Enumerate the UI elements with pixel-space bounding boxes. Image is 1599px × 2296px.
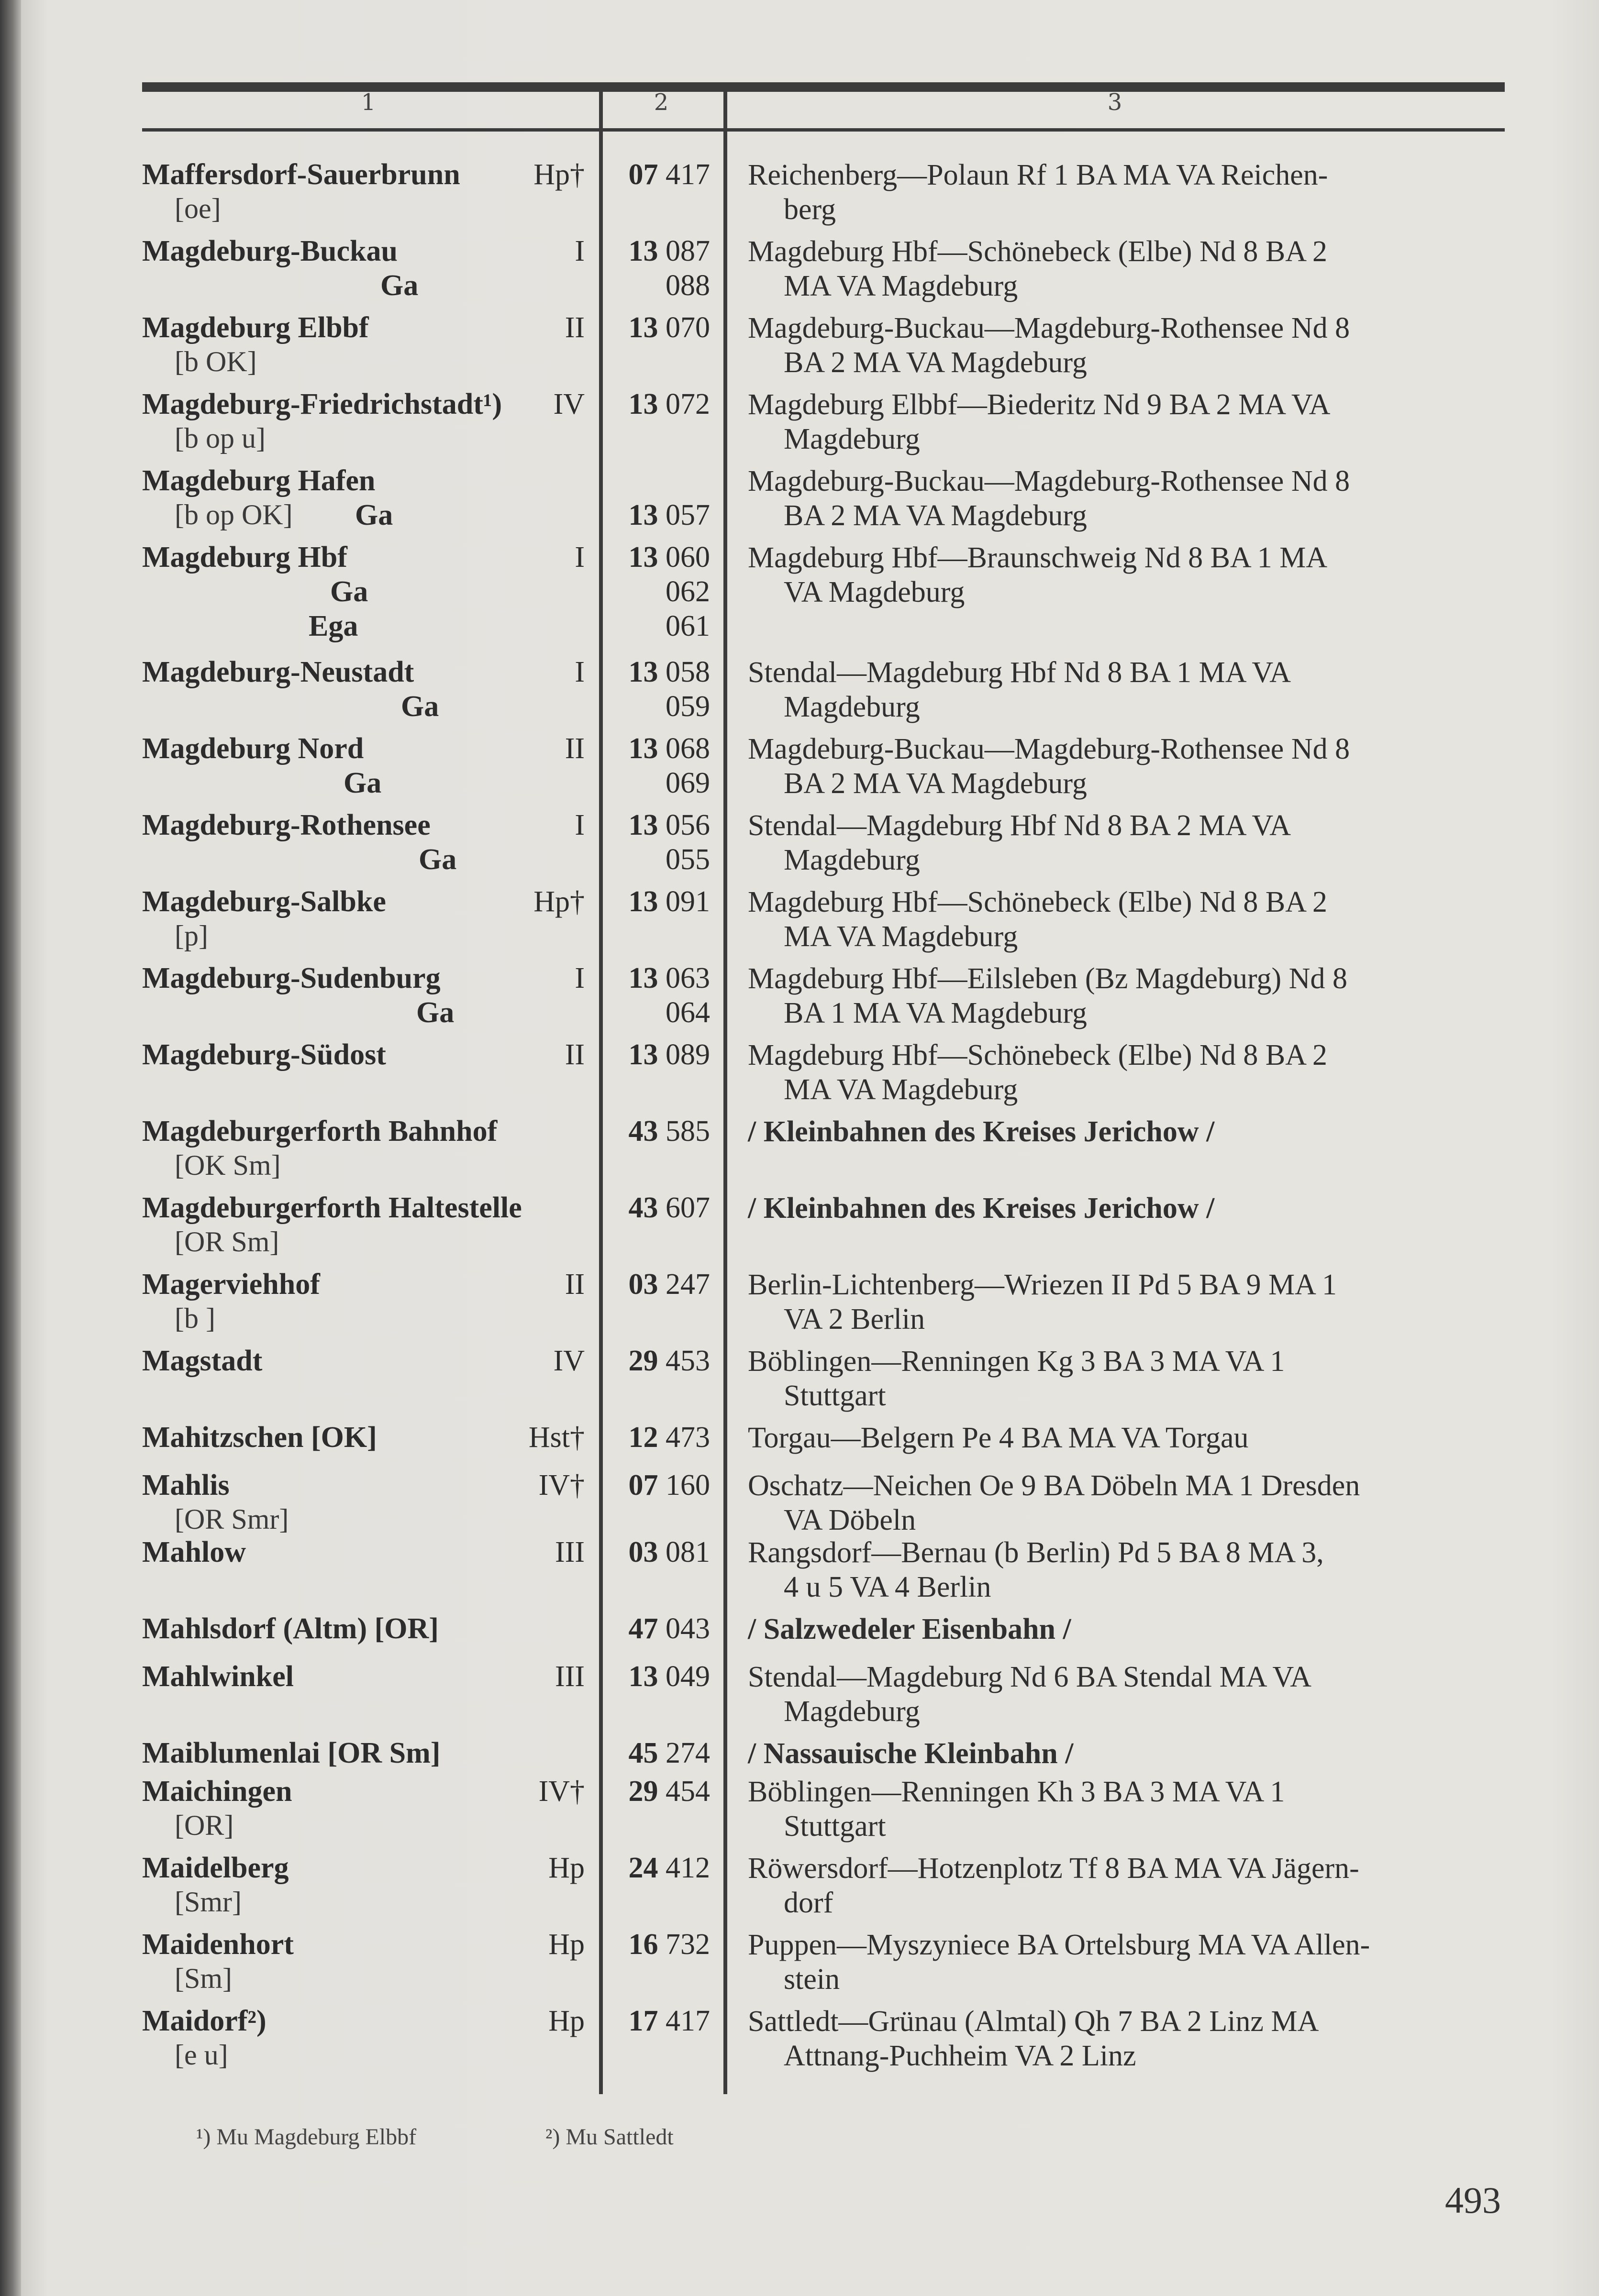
station-code: [629, 311, 711, 345]
route-line-1: / Kleinbahnen des Kreises Jerichow /: [748, 1115, 1215, 1148]
station-code-prefix: 13: [628, 1038, 658, 1071]
station-code-suffix: 160: [666, 1469, 710, 1501]
station-remark: [OR Smr]: [175, 1503, 289, 1535]
route-description: [748, 1115, 1509, 1149]
route-description: [748, 541, 1509, 609]
route-line-2: BA 1 MA VA Magdeburg: [784, 997, 1087, 1029]
footnote-1: ¹) Mu Magdeburg Elbbf: [196, 2124, 417, 2150]
station-remark: [OR Sm]: [175, 1226, 279, 1258]
station-code: [629, 808, 711, 842]
station-code-suffix: 417: [666, 158, 710, 191]
station-class: Hp†: [533, 885, 585, 918]
station-remark: [b op OK]: [175, 499, 293, 530]
goods-agency-label: Ga: [380, 269, 419, 302]
station-name: Mahlsdorf (Altm) [OR]: [142, 1612, 439, 1645]
station-class: IV: [553, 388, 585, 420]
station-code-suffix: 412: [666, 1852, 710, 1884]
station-code-suffix: 060: [666, 541, 710, 574]
route-description: [748, 311, 1509, 380]
station-name: Mahlow: [142, 1536, 246, 1568]
station-class: II: [565, 311, 585, 344]
station-remark: [b OK]: [175, 346, 257, 377]
station-code-suffix: 087: [666, 235, 710, 267]
station-code: [629, 1851, 711, 1885]
route-description: [748, 808, 1509, 877]
station-code: [629, 498, 711, 532]
route-line-2: BA 2 MA VA Magdeburg: [784, 767, 1087, 800]
route-line-2: Magdeburg: [784, 423, 920, 455]
station-code-suffix: 049: [666, 1660, 710, 1693]
route-line-1: Magdeburg Elbbf—Biederitz Nd 9 BA 2 MA VA: [748, 388, 1331, 421]
route-line-1: Puppen—Myszyniece BA Ortelsburg MA VA Allen-: [748, 1929, 1370, 1961]
station-name: Maiblumenlai [OR Sm]: [142, 1737, 441, 1769]
route-line-1: / Salzwedeler Eisenbahn /: [748, 1613, 1071, 1645]
station-code: [629, 655, 711, 689]
station-name: Maffersdorf-Sauerbrunn: [142, 158, 460, 191]
goods-agency-label: Ga: [401, 690, 439, 723]
route-line-1: Magdeburg Hbf—Schönebeck (Elbe) Nd 8 BA 2: [748, 1039, 1328, 1071]
column-divider-2: [723, 85, 727, 2094]
route-line-1: Magdeburg Hbf—Schönebeck (Elbe) Nd 8 BA 2: [748, 235, 1328, 268]
station-name: Magdeburg Hbf: [142, 541, 347, 574]
station-code-prefix: 03: [628, 1268, 658, 1301]
station-code-suffix: 072: [666, 388, 710, 420]
station-name: Magstadt: [142, 1345, 263, 1377]
route-description: [748, 1928, 1509, 1997]
station-name: Magdeburg-Sudenburg: [142, 962, 441, 994]
station-remark: [Sm]: [175, 1963, 232, 1994]
station-name: Maichingen: [142, 1775, 292, 1808]
station-name: Magdeburg Elbbf: [142, 311, 369, 344]
station-code: [666, 843, 710, 877]
station-class: Hp: [548, 1928, 585, 1961]
station-name: Mahlwinkel: [142, 1660, 294, 1693]
station-code-suffix: 057: [666, 499, 710, 531]
station-remark: [b op u]: [175, 422, 266, 454]
station-code: [666, 269, 710, 303]
route-line-1: Reichenberg—Polaun Rf 1 BA MA VA Reichen-: [748, 159, 1328, 191]
route-line-1: Magdeburg-Buckau—Magdeburg-Rothensee Nd 8: [748, 465, 1350, 497]
station-remark: [b ]: [175, 1303, 215, 1334]
column-header-1: 1: [361, 89, 376, 116]
route-description: [748, 1268, 1509, 1336]
station-code: [629, 1344, 711, 1378]
goods-agency-label: Ga: [355, 499, 393, 531]
station-code-prefix: 13: [628, 885, 658, 918]
station-code-prefix: 13: [628, 388, 658, 420]
route-line-1: Torgau—Belgern Pe 4 BA MA VA Torgau: [748, 1422, 1249, 1454]
route-line-1: Magdeburg-Buckau—Magdeburg-Rothensee Nd 8: [748, 312, 1350, 344]
station-code: [629, 1115, 711, 1148]
column-header-2: 2: [654, 89, 669, 116]
route-description: [748, 1344, 1509, 1413]
page-number: 493: [1445, 2179, 1501, 2221]
station-code: [629, 1468, 711, 1502]
station-code: [629, 158, 711, 192]
station-code-suffix: 056: [666, 809, 710, 841]
route-description: [748, 2004, 1509, 2073]
station-name: Magdeburg-Neustadt: [142, 656, 414, 688]
route-description: [748, 1038, 1509, 1107]
station-code-suffix: 070: [666, 311, 710, 344]
goods-agency-label: Ega: [309, 610, 358, 642]
station-code: [666, 690, 710, 724]
station-code-suffix: 585: [666, 1115, 710, 1148]
route-description: [748, 732, 1509, 801]
station-code-prefix: 13: [628, 1660, 658, 1693]
route-line-2: MA VA Magdeburg: [784, 270, 1018, 302]
station-class: Hp: [548, 2005, 585, 2037]
station-code-prefix: 07: [628, 1469, 658, 1501]
route-line-2: Magdeburg: [784, 844, 920, 876]
route-line-2: MA VA Magdeburg: [784, 1073, 1018, 1106]
station-class: Hst†: [528, 1421, 585, 1454]
station-name: Magdeburg Hafen: [142, 464, 376, 497]
station-code: [629, 234, 711, 268]
route-line-1: Stendal—Magdeburg Hbf Nd 8 BA 1 MA VA: [748, 656, 1291, 689]
station-code-suffix: 061: [666, 610, 710, 642]
station-class: II: [565, 732, 585, 765]
route-description: [748, 1736, 1509, 1771]
route-line-2: 4 u 5 VA 4 Berlin: [784, 1571, 991, 1603]
station-code-suffix: 055: [666, 843, 710, 876]
station-name: Magdeburg-Friedrichstadt¹): [142, 388, 502, 420]
station-code-suffix: 058: [666, 656, 710, 688]
station-class: IV†: [538, 1469, 585, 1501]
station-code-suffix: 091: [666, 885, 710, 918]
station-code-suffix: 081: [666, 1536, 710, 1568]
route-description: [748, 1612, 1509, 1646]
route-description: [748, 655, 1509, 724]
station-code: [629, 1038, 711, 1072]
route-line-2: VA Döbeln: [784, 1504, 916, 1536]
station-class: II: [565, 1268, 585, 1301]
station-code-suffix: 062: [666, 575, 710, 608]
station-code-suffix: 247: [666, 1268, 710, 1301]
station-name: Maidelberg: [142, 1852, 289, 1884]
route-line-1: Oschatz—Neichen Oe 9 BA Döbeln MA 1 Dresden: [748, 1469, 1360, 1502]
route-description: [748, 158, 1509, 227]
station-code-prefix: 17: [628, 2005, 658, 2037]
route-description: [748, 1191, 1509, 1225]
station-name: Magdeburg-Südost: [142, 1038, 386, 1071]
station-code: [666, 575, 710, 609]
station-code: [629, 885, 711, 919]
goods-agency-label: Ga: [416, 996, 455, 1029]
station-code-suffix: 068: [666, 732, 710, 765]
station-name: Mahlis: [142, 1469, 230, 1501]
header-rule-bottom: [142, 128, 1505, 132]
route-line-2: dorf: [784, 1887, 833, 1919]
station-code: [666, 609, 710, 643]
station-code-suffix: 454: [666, 1775, 710, 1808]
station-code: [629, 2004, 711, 2038]
station-code-suffix: 059: [666, 690, 710, 723]
route-description: [748, 387, 1509, 456]
route-line-1: / Kleinbahnen des Kreises Jerichow /: [748, 1192, 1215, 1225]
station-class: Hp: [548, 1852, 585, 1884]
station-remark: [Smr]: [175, 1886, 242, 1918]
station-name: Maidenhort: [142, 1928, 294, 1961]
station-code-suffix: 063: [666, 962, 710, 994]
station-remark: [p]: [175, 920, 208, 951]
station-code: [629, 1928, 711, 1962]
station-name: Mahitzschen [OK]: [142, 1421, 377, 1454]
route-line-1: Rangsdorf—Bernau (b Berlin) Pd 5 BA 8 MA 3,: [748, 1536, 1324, 1569]
station-code: [666, 996, 710, 1030]
route-line-1: / Nassauische Kleinbahn /: [748, 1737, 1074, 1770]
route-line-1: Magdeburg Hbf—Schönebeck (Elbe) Nd 8 BA 2: [748, 886, 1328, 918]
route-description: [748, 234, 1509, 303]
station-code-prefix: 12: [628, 1421, 658, 1454]
station-code-prefix: 03: [628, 1536, 658, 1568]
station-code-suffix: 417: [666, 2005, 710, 2037]
station-code: [629, 541, 711, 574]
station-class: IV†: [538, 1775, 585, 1808]
station-class: II: [565, 1038, 585, 1071]
station-code-suffix: 732: [666, 1928, 710, 1961]
station-code-prefix: 13: [628, 732, 658, 765]
station-code-prefix: 45: [628, 1737, 658, 1769]
goods-agency-label: Ga: [330, 575, 368, 608]
station-code: [629, 1612, 711, 1646]
station-code-suffix: 088: [666, 269, 710, 302]
route-line-2: BA 2 MA VA Magdeburg: [784, 346, 1087, 379]
route-line-2: Magdeburg: [784, 691, 920, 723]
station-remark: [OR]: [175, 1810, 234, 1841]
route-line-1: Stendal—Magdeburg Nd 6 BA Stendal MA VA: [748, 1661, 1312, 1693]
station-code: [629, 1535, 711, 1569]
route-line-1: Röwersdorf—Hotzenplotz Tf 8 BA MA VA Jägern-: [748, 1852, 1359, 1885]
route-line-2: Stuttgart: [784, 1810, 886, 1843]
station-name: Magdeburgerforth Bahnhof: [142, 1115, 498, 1148]
station-code-suffix: 064: [666, 996, 710, 1029]
route-description: [748, 1468, 1509, 1537]
station-code: [629, 387, 711, 421]
station-name: Magdeburg-Buckau: [142, 235, 398, 267]
route-line-1: Stendal—Magdeburg Hbf Nd 8 BA 2 MA VA: [748, 809, 1291, 842]
route-description: [748, 885, 1509, 954]
route-line-1: Böblingen—Renningen Kg 3 BA 3 MA VA 1: [748, 1345, 1285, 1378]
route-description: [748, 464, 1509, 533]
route-line-2: Magdeburg: [784, 1695, 920, 1728]
route-line-1: Böblingen—Renningen Kh 3 BA 3 MA VA 1: [748, 1776, 1285, 1808]
station-code-prefix: 24: [628, 1852, 658, 1884]
station-code-prefix: 13: [628, 656, 658, 688]
station-code-prefix: 43: [628, 1192, 658, 1224]
route-line-2: VA Magdeburg: [784, 576, 965, 608]
station-code: [629, 1268, 711, 1302]
station-code-suffix: 607: [666, 1192, 710, 1224]
book-spine: [0, 0, 21, 2296]
station-code-prefix: 29: [628, 1345, 658, 1377]
route-line-2: Stuttgart: [784, 1380, 886, 1412]
station-code-suffix: 473: [666, 1421, 710, 1454]
station-code-suffix: 089: [666, 1038, 710, 1071]
station-code: [629, 1421, 711, 1455]
route-line-2: VA 2 Berlin: [784, 1303, 925, 1336]
station-name: Magdeburgerforth Haltestelle: [142, 1192, 522, 1224]
station-code-prefix: 07: [628, 158, 658, 191]
route-line-1: Berlin-Lichtenberg—Wriezen II Pd 5 BA 9 MA 1: [748, 1269, 1337, 1301]
station-code-prefix: 13: [628, 235, 658, 267]
route-line-2: BA 2 MA VA Magdeburg: [784, 499, 1087, 532]
station-code-prefix: 43: [628, 1115, 658, 1148]
station-code: [629, 1775, 711, 1809]
column-divider-1: [599, 85, 603, 2094]
station-name: Magerviehhof: [142, 1268, 320, 1301]
goods-agency-label: Ga: [344, 767, 382, 799]
route-line-1: Magdeburg Hbf—Eilsleben (Bz Magdeburg) Nd 8: [748, 962, 1347, 995]
station-code-prefix: 13: [628, 499, 658, 531]
route-description: [748, 1535, 1509, 1604]
station-code-prefix: 13: [628, 809, 658, 841]
station-code-prefix: 13: [628, 541, 658, 574]
route-line-1: Magdeburg Hbf—Braunschweig Nd 8 BA 1 MA: [748, 541, 1328, 574]
route-description: [748, 1851, 1509, 1920]
station-code: [629, 961, 711, 995]
route-line-2: Attnang-Puchheim VA 2 Linz: [784, 2040, 1136, 2072]
station-class: I: [575, 809, 585, 841]
route-description: [748, 961, 1509, 1030]
route-line-2: MA VA Magdeburg: [784, 920, 1018, 953]
header-rule-top: [142, 82, 1505, 92]
route-line-1: Sattledt—Grünau (Almtal) Qh 7 BA 2 Linz MA: [748, 2005, 1319, 2038]
station-class: IV: [553, 1345, 585, 1377]
station-name: Magdeburg Nord: [142, 732, 364, 765]
station-class: I: [575, 541, 585, 574]
station-code-suffix: 453: [666, 1345, 710, 1377]
station-remark: [OK Sm]: [175, 1149, 281, 1181]
route-line-2: berg: [784, 193, 836, 226]
route-description: [748, 1421, 1509, 1455]
station-remark: [e u]: [175, 2039, 228, 2071]
station-remark: [oe]: [175, 193, 221, 224]
station-class: I: [575, 235, 585, 267]
station-code-suffix: 069: [666, 767, 710, 799]
station-code-prefix: 47: [628, 1612, 658, 1645]
station-name: Maidorf²): [142, 2005, 266, 2037]
station-name: Magdeburg-Salbke: [142, 885, 386, 918]
route-line-1: Magdeburg-Buckau—Magdeburg-Rothensee Nd 8: [748, 733, 1350, 765]
station-name: Magdeburg-Rothensee: [142, 809, 431, 841]
station-code: [629, 732, 711, 766]
column-header-3: 3: [1107, 89, 1122, 116]
route-description: [748, 1775, 1509, 1843]
station-code: [629, 1736, 711, 1770]
station-code: [629, 1660, 711, 1694]
station-class: III: [555, 1536, 585, 1568]
station-code-suffix: 274: [666, 1737, 710, 1769]
footnote-2: ²) Mu Sattledt: [545, 2124, 674, 2150]
route-line-2: stein: [784, 1963, 840, 1996]
station-code-prefix: 29: [628, 1775, 658, 1808]
goods-agency-label: Ga: [419, 843, 457, 876]
station-class: I: [575, 656, 585, 688]
station-class: Hp†: [533, 158, 585, 191]
station-code: [666, 766, 710, 800]
station-code-prefix: 13: [628, 962, 658, 994]
station-code: [629, 1191, 711, 1225]
station-code-suffix: 043: [666, 1612, 710, 1645]
station-code-prefix: 16: [628, 1928, 658, 1961]
station-class: I: [575, 962, 585, 994]
station-code-prefix: 13: [628, 311, 658, 344]
station-class: III: [555, 1660, 585, 1693]
route-description: [748, 1660, 1509, 1729]
